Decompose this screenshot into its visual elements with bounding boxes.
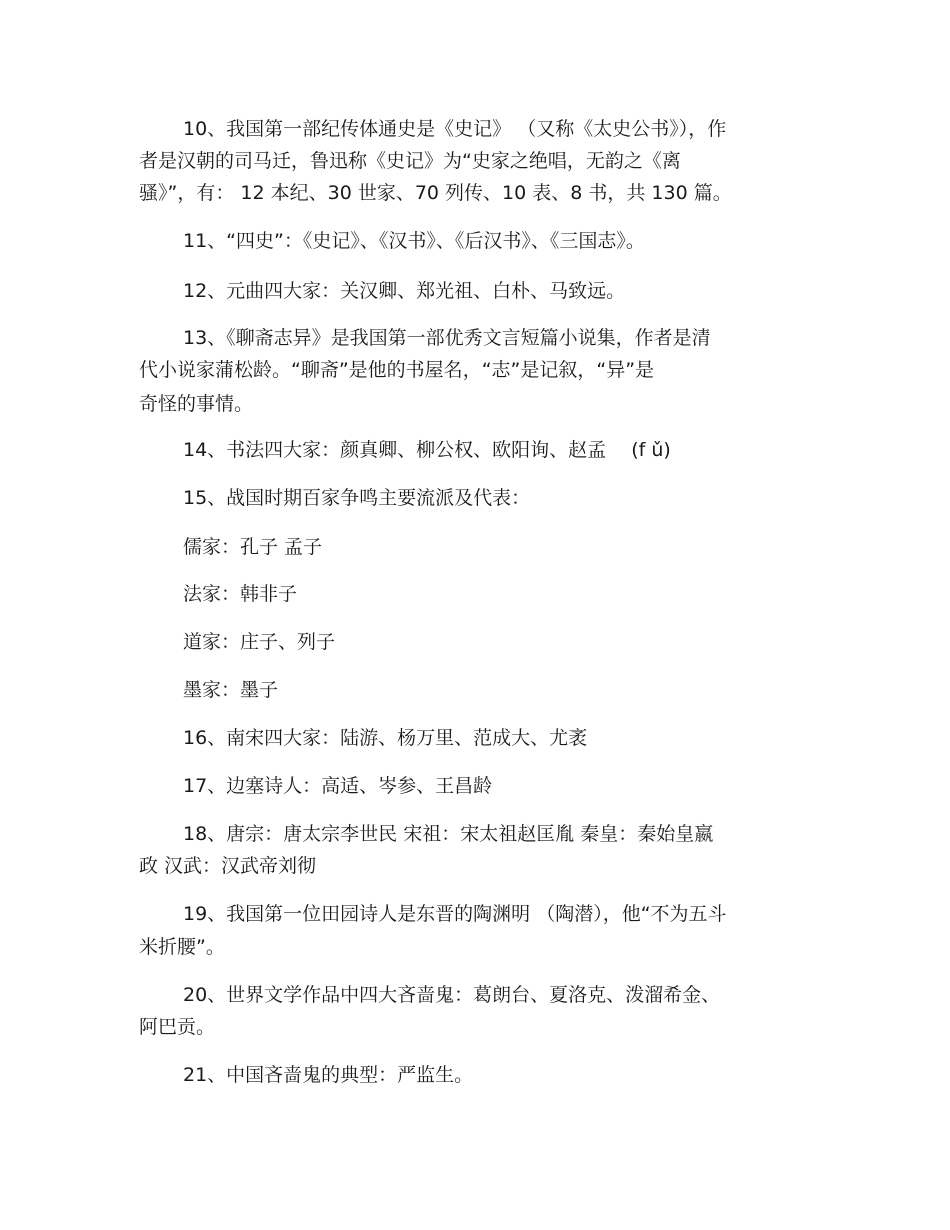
item-15: 15、战国时期百家争鸣主要流派及代表： bbox=[183, 487, 531, 509]
item-11: 11、“四史”：《史记》、《汉书》、《后汉书》、《三国志》。 bbox=[183, 230, 645, 252]
item-10-line-2: 者是汉朝的司马迁，鲁迅称《史记》为“史家之绝唱，无韵之《离 bbox=[139, 150, 681, 172]
item-20-line-1: 20、世界文学作品中四大吝啬鬼：葛朗台、夏洛克、泼溜希金、 bbox=[183, 984, 721, 1006]
school-legalist: 法家：韩非子 bbox=[183, 583, 298, 605]
item-10-line-1: 10、我国第一部纪传体通史是《史记》 （又称《太史公书》），作 bbox=[183, 118, 727, 140]
item-14: 14、书法四大家：颜真卿、柳公权、欧阳询、赵孟 (f ǔ) bbox=[183, 439, 671, 461]
item-21: 21、中国吝啬鬼的典型：严监生。 bbox=[183, 1064, 474, 1086]
item-12: 12、元曲四大家：关汉卿、郑光祖、白朴、马致远。 bbox=[183, 280, 626, 302]
item-13-line-3: 奇怪的事情。 bbox=[139, 393, 254, 415]
item-13-line-1: 13、《聊斋志异》是我国第一部优秀文言短篇小说集，作者是清 bbox=[183, 327, 711, 349]
item-19-line-1: 19、我国第一位田园诗人是东晋的陶渊明 （陶潜），他“不为五斗 bbox=[183, 903, 727, 925]
item-13-line-2: 代小说家蒲松龄。“聊斋”是他的书屋名，“志”是记叙，“异”是 bbox=[139, 359, 655, 381]
school-mohist: 墨家：墨子 bbox=[183, 679, 279, 701]
item-16: 16、南宋四大家：陆游、杨万里、范成大、尤袤 bbox=[183, 727, 588, 749]
school-confucian: 儒家：孔子 孟子 bbox=[183, 536, 323, 558]
item-20-line-2: 阿巴贡。 bbox=[139, 1016, 216, 1038]
item-17: 17、边塞诗人：高适、岑参、王昌龄 bbox=[183, 775, 493, 797]
item-18-line-2: 政 汉武：汉武帝刘彻 bbox=[139, 855, 317, 877]
item-19-line-2: 米折腰”。 bbox=[139, 936, 225, 958]
school-taoist: 道家：庄子、列子 bbox=[183, 631, 336, 653]
item-18-line-1: 18、唐宗：唐太宗李世民 宋祖：宋太祖赵匡胤 秦皇：秦始皇嬴 bbox=[183, 823, 714, 845]
item-10-line-3: 骚》”，有： 12 本纪、30 世家、70 列传、10 表、8 书，共 130 篇。 bbox=[139, 182, 732, 204]
